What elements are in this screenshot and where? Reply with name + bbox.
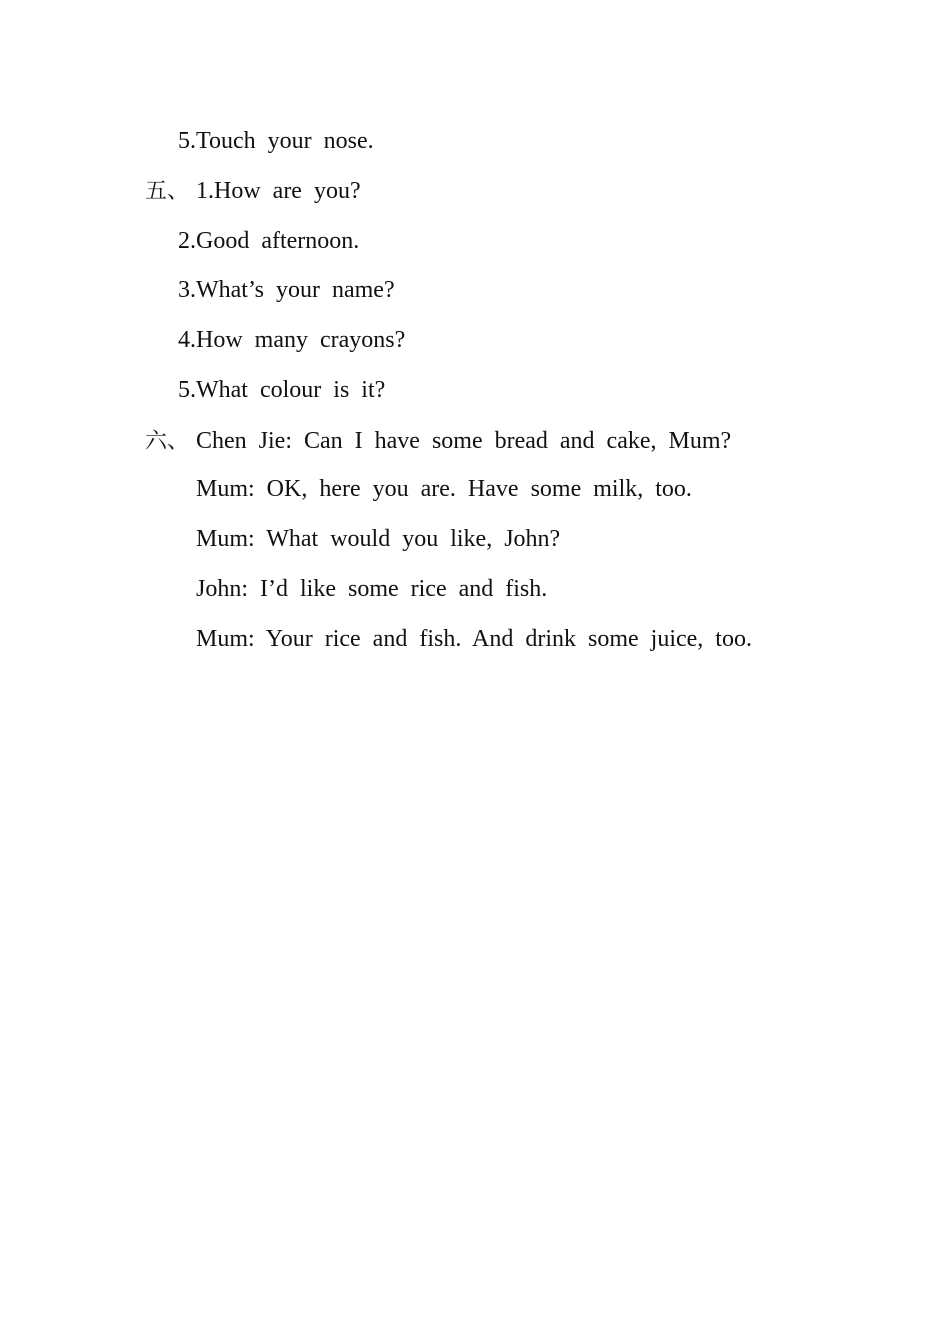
answer-line: 5.Touch your nose. <box>178 128 374 154</box>
answer-line: 3.What’s your name? <box>178 277 395 303</box>
dialogue-line: Chen Jie: Can I have some bread and cake, Mum? <box>196 428 732 454</box>
answer-line: 5.What colour is it? <box>178 377 386 403</box>
answer-line: 4.How many crayons? <box>178 327 406 353</box>
dialogue-line: Mum: Your rice and fish. And drink some juice, too. <box>196 626 752 652</box>
dialogue-line: John: I’d like some rice and fish. <box>196 576 548 602</box>
section-marker: 六、 <box>145 429 190 454</box>
dialogue-line: Mum: OK, here you are. Have some milk, too. <box>196 476 692 502</box>
section-marker: 五、 <box>145 179 190 204</box>
answer-line: 1.How are you? <box>196 178 361 204</box>
dialogue-line: Mum: What would you like, John? <box>196 526 561 552</box>
answer-line: 2.Good afternoon. <box>178 228 360 254</box>
